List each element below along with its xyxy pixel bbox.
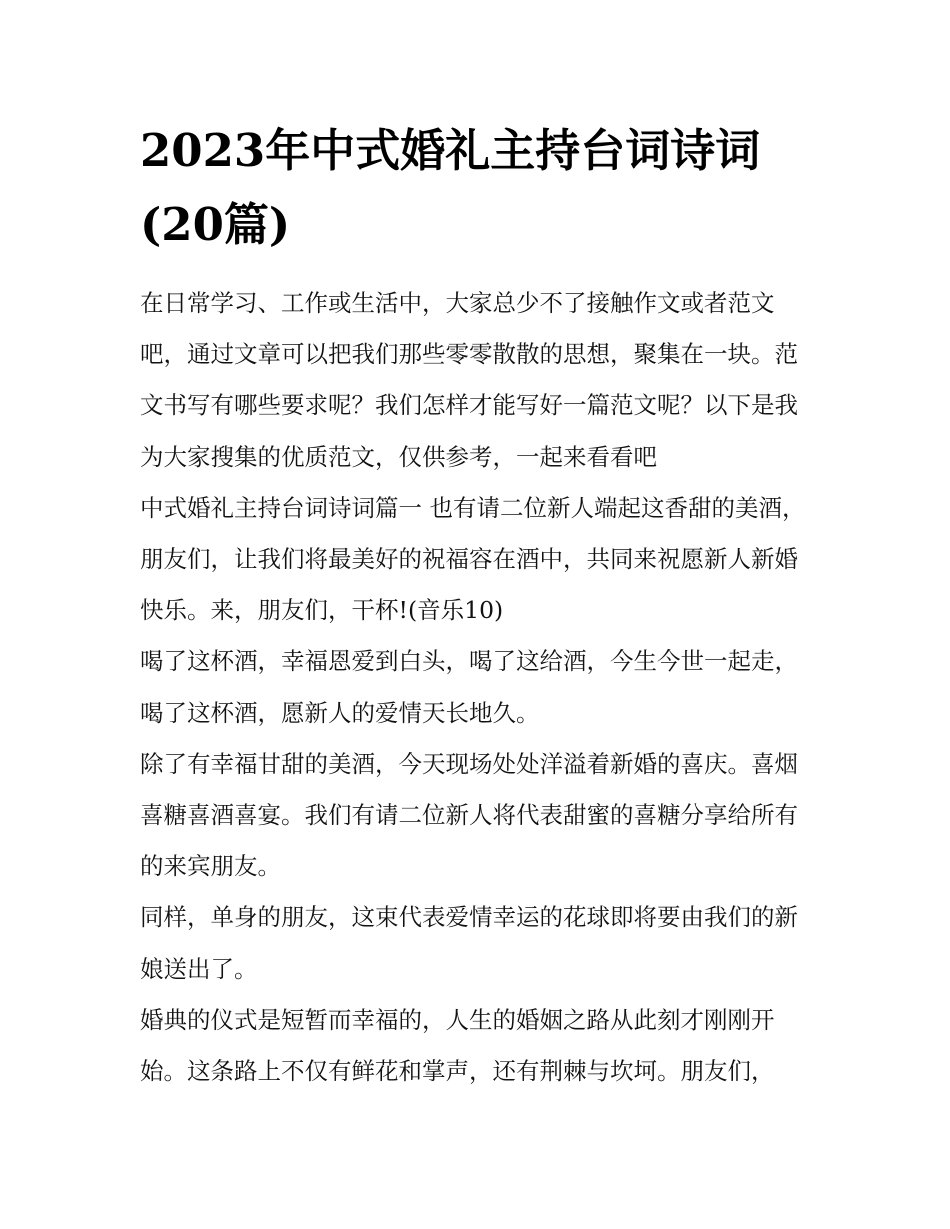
document-body [140,278,818,1097]
paragraph-toast: 喝了这杯酒，幸福恩爱到白头，喝了这给酒，今生今世一起走，喝了这杯酒，愿新人的爱情天长地久。 [140,647,798,727]
paragraph-intro: 在日常学习、工作或生活中，大家总少不了接触作文或者范文吧，通过文章可以把我们那些零零散散的思想，聚集在一块。范文书写有哪些要求呢？我们怎样才能写好一篇范文呢？以下是我为大家搜集的优质范文，仅供参考，一起来看看吧 [140,289,798,471]
document-title: 2023年中式婚礼主持台词诗词(20篇) [140,124,761,251]
paragraph-section-one: 中式婚礼主持台词诗词篇一 也有请二位新人端起这香甜的美酒，朋友们，让我们将最美好的祝福容在酒中，共同来祝愿新人新婚快乐。来，朋友们，干杯!(音乐10) [140,493,806,625]
paragraph-marriage-road: 婚典的仪式是短暂而幸福的，人生的婚姻之路从此刻才刚刚开始。这条路上不仅有鲜花和掌声，还有荆棘与坎坷。朋友们， [140,1005,775,1086]
paragraph-candy: 除了有幸福甘甜的美酒，今天现场处处洋溢着新婚的喜庆。喜烟喜糖喜酒喜宴。我们有请二位新人将代表甜蜜的喜糖分享给所有的来宾朋友。 [140,749,798,881]
paragraph-bouquet: 同样，单身的朋友，这束代表爱情幸运的花球即将要由我们的新娘送出了。 [140,903,798,983]
